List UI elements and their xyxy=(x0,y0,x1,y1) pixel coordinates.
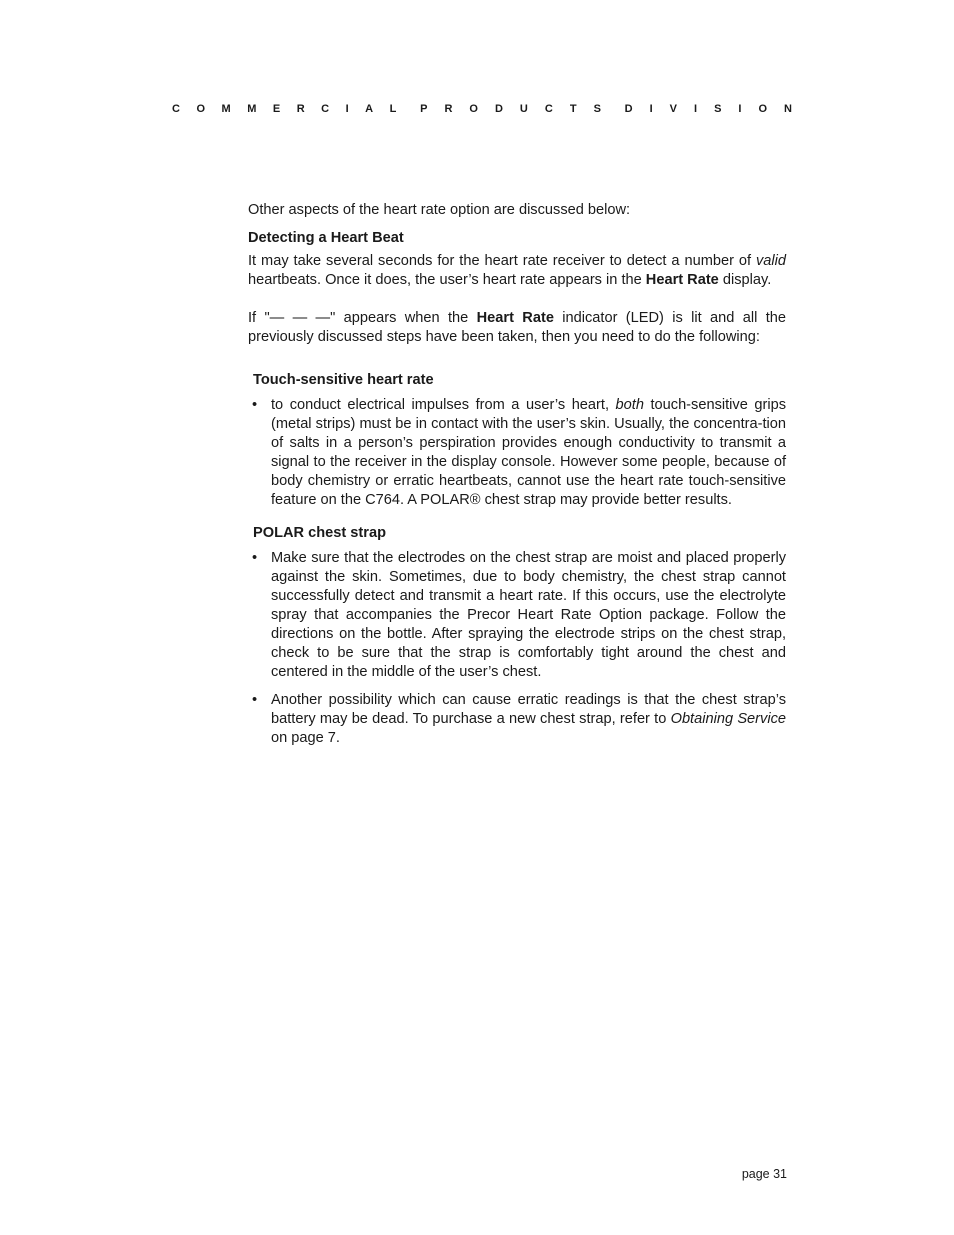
header-word-products xyxy=(420,103,601,115)
touch-list xyxy=(248,396,786,510)
detecting-heading: Detecting a Heart Beat xyxy=(248,230,404,246)
header-letter: R xyxy=(444,103,453,115)
header-letter: E xyxy=(272,103,281,115)
polar-heading: POLAR chest strap xyxy=(253,525,386,541)
bullet-icon: • xyxy=(252,397,258,413)
list-item: • Make sure that the electrodes on the chest strap are moist and placed properly against the skin. Sometimes, due to body chemistry, the chest strap cannot successfully detect and transmit a heart rate. If this occurs, use the electrolyte spray that accompanies the Precor Heart Rate Option package. Follow the directions on the bottle. After spraying the electrode strips on the chest strap, check to be sure that the strap is comfortably tight around the chest and centered in the middle of the user’s chest. xyxy=(252,550,786,680)
header-letter: O xyxy=(196,103,206,115)
header-letter: V xyxy=(669,103,678,115)
header-letter: L xyxy=(389,103,397,115)
header-letter: P xyxy=(420,103,428,115)
header-letter: T xyxy=(569,103,577,115)
touch-heading: Touch-sensitive heart rate xyxy=(253,372,434,388)
header-letter: A xyxy=(365,103,374,115)
header-letter: I xyxy=(649,103,653,115)
header-letter: I xyxy=(694,103,698,115)
header-letter: D xyxy=(494,103,503,115)
intro-paragraph: Other aspects of the heart rate option are discussed below: xyxy=(248,202,631,218)
header-letter: S xyxy=(714,103,722,115)
header-letter: U xyxy=(519,103,528,115)
header-letter: O xyxy=(469,103,478,115)
header-letter: N xyxy=(784,103,792,115)
header-letter: M xyxy=(221,103,231,115)
header-word-commercial xyxy=(172,103,396,115)
header-letter: I xyxy=(738,103,742,115)
page-number: page 31 xyxy=(741,1167,787,1181)
header-word-division xyxy=(625,103,792,115)
header-letter: M xyxy=(247,103,257,115)
polar-section xyxy=(248,524,786,748)
header-letter: C xyxy=(172,103,180,115)
detecting-paragraph-1: It may take several seconds for the heart rate receiver to detect a number of valid heartbeats. Once it does, the user’s heart rate appears in the Heart Rate display. xyxy=(248,253,786,288)
header-letter: C xyxy=(321,103,330,115)
header-letter: C xyxy=(544,103,553,115)
running-header xyxy=(172,103,792,115)
detecting-paragraph-2: If "— — —" appears when the Heart Rate indicator (LED) is lit and all the previously discussed steps have been taken, then you need to do the following: xyxy=(248,310,786,345)
main-content xyxy=(248,201,786,762)
header-letter: R xyxy=(296,103,305,115)
bullet-icon: • xyxy=(252,550,258,566)
header-letter: I xyxy=(345,103,349,115)
header-letter: S xyxy=(593,103,601,115)
polar-list xyxy=(248,549,786,748)
touch-section xyxy=(248,371,786,510)
list-item: • to conduct electrical impulses from a user’s heart, both touch-sensitive grips (metal strips) must be in contact with the user’s skin. Usually, the concentra-tion of salts in a person’s perspiration provides enough conductivity to transmit a signal to the receiver in the display console. However some people, because of body chemistry or erratic heartbeats, cannot use the heart rate touch-sensitive feature on the C764. A POLAR® chest strap may provide better results. xyxy=(252,397,786,508)
header-letter: O xyxy=(758,103,768,115)
list-item: • Another possibility which can cause erratic readings is that the chest strap’s battery may be dead. To purchase a new chest strap, refer to Obtaining Service on page 7. xyxy=(252,692,786,746)
header-letter: D xyxy=(624,103,633,115)
bullet-icon: • xyxy=(252,692,258,708)
